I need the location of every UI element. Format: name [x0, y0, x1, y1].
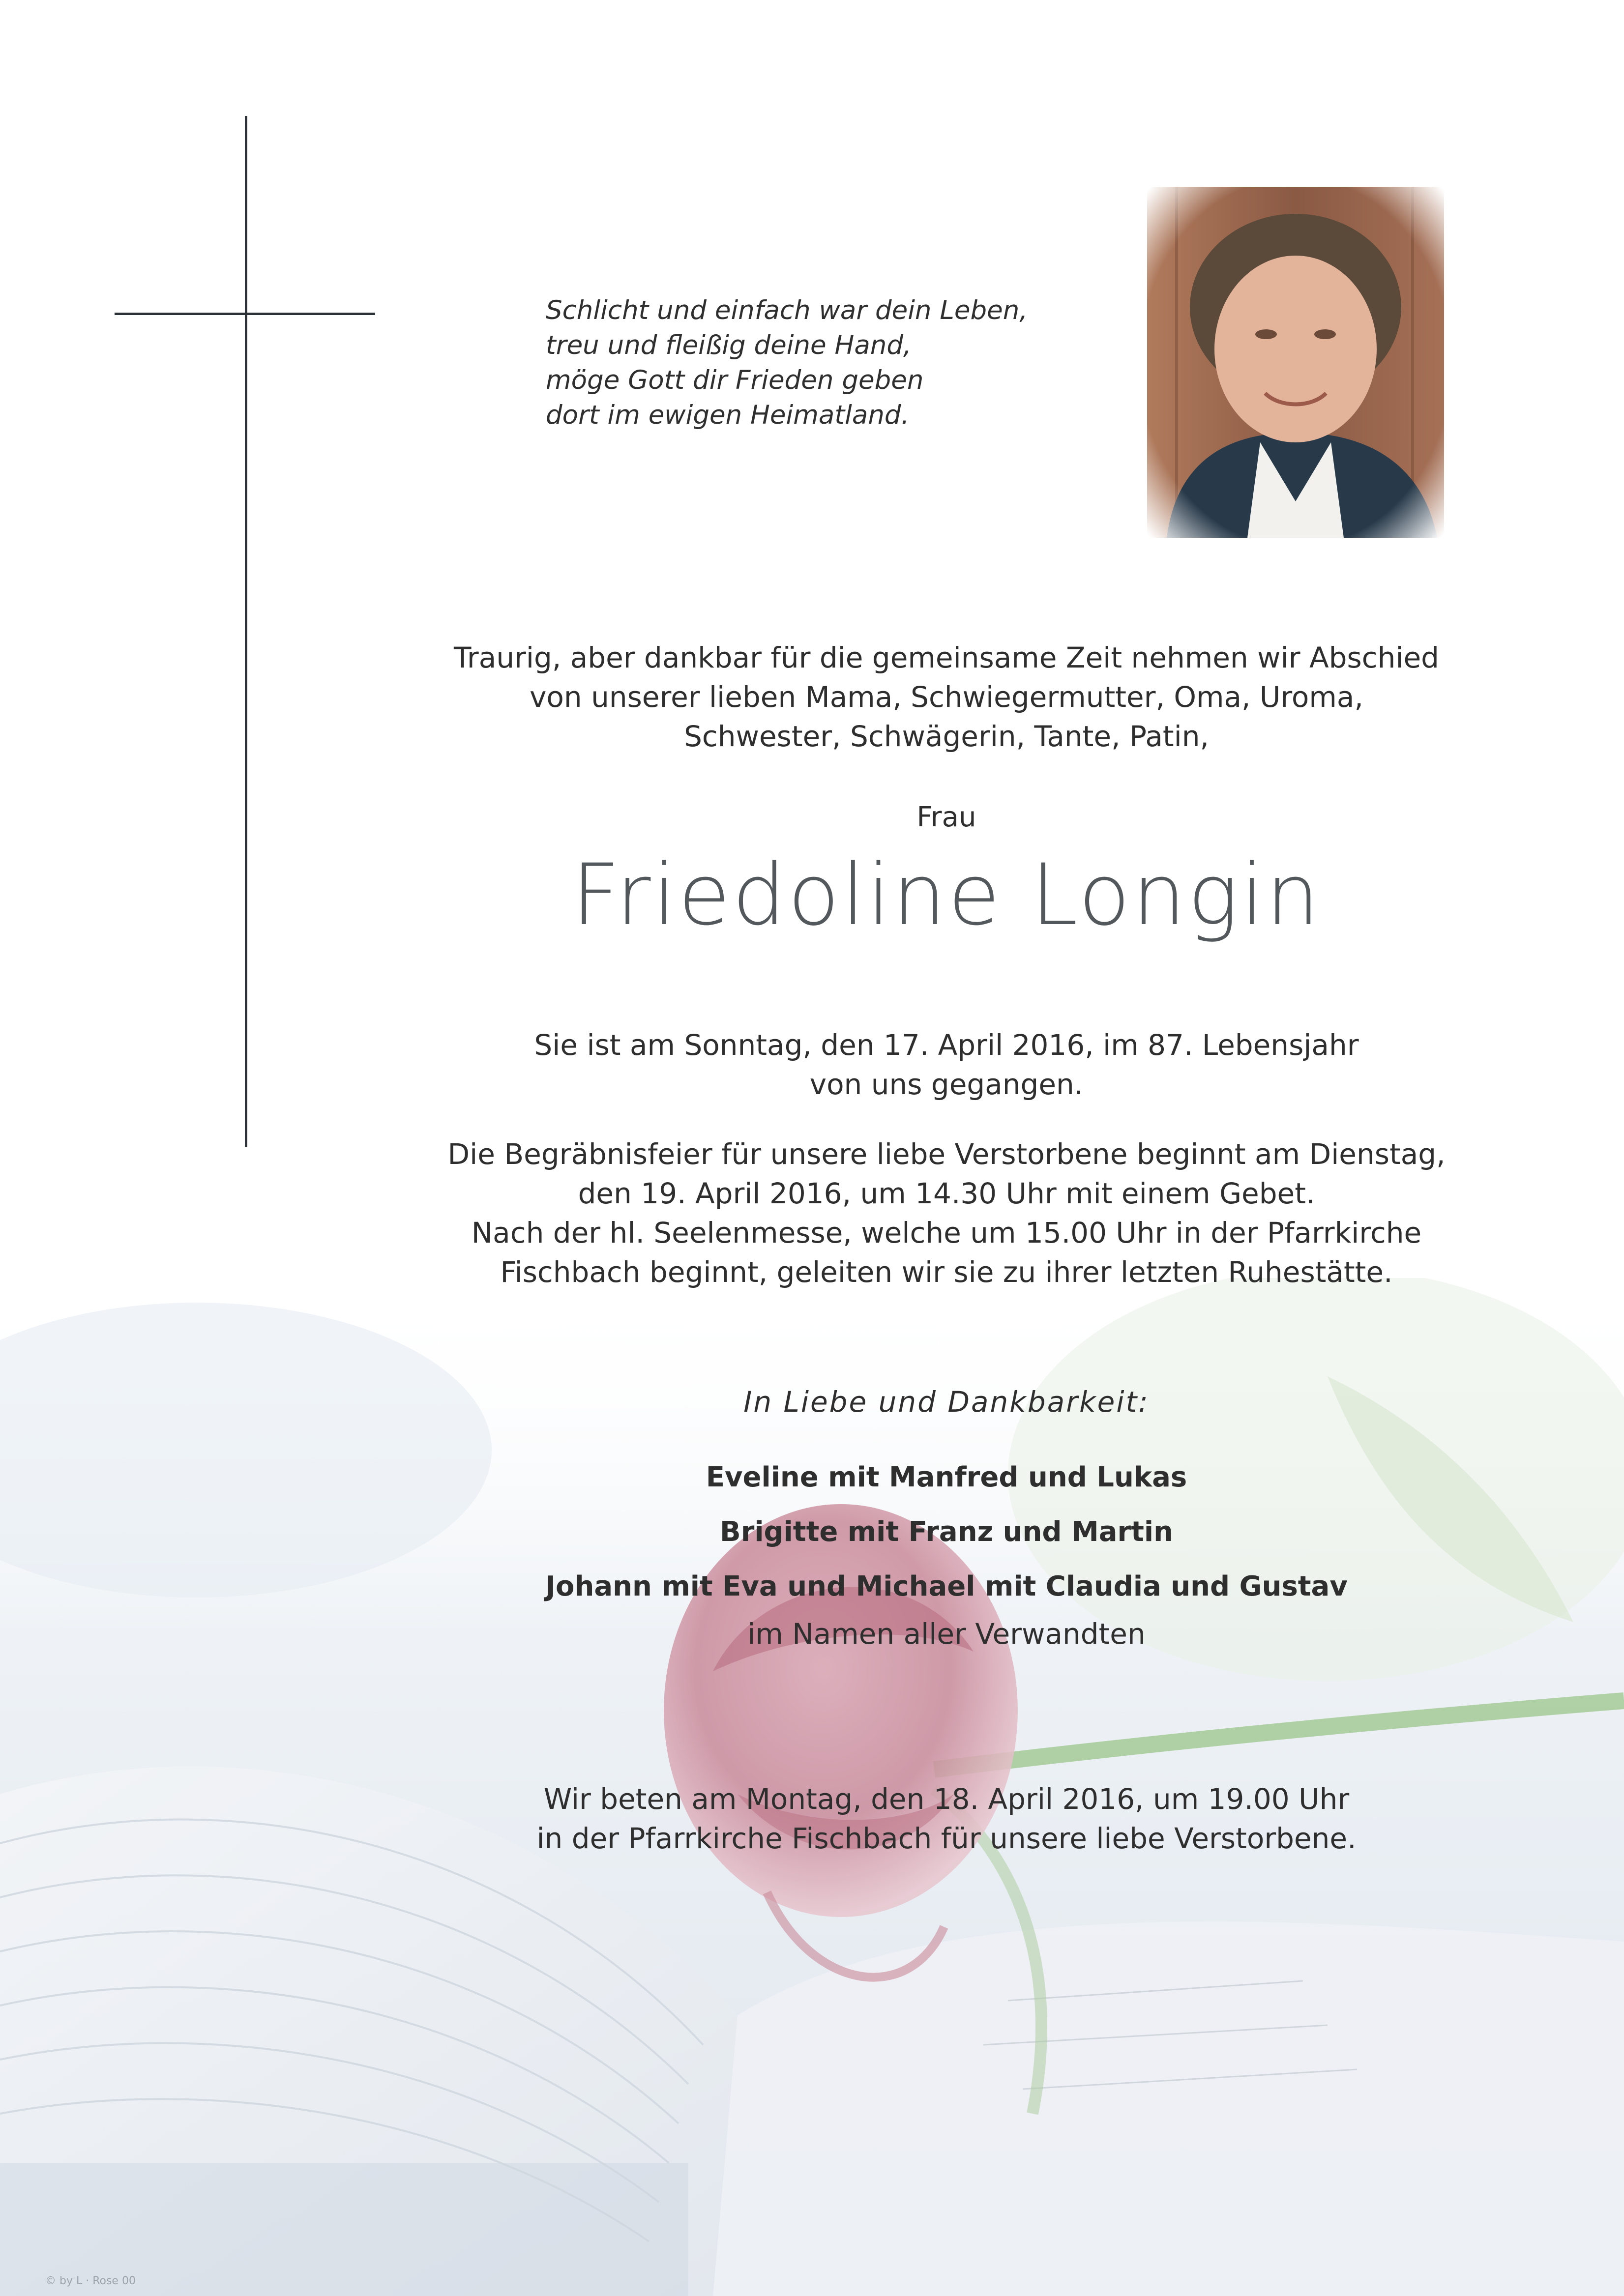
dedication: In Liebe und Dankbarkeit: — [743, 1385, 1150, 1419]
family-entry: Brigitte mit Franz und Martin — [720, 1516, 1173, 1548]
cross-vertical-bar — [245, 116, 247, 1147]
funeral-info — [172, 1134, 1624, 1292]
intro-line: Traurig, aber dankbar für die gemeinsame Zeit nehmen wir Abschied — [454, 641, 1439, 674]
relatives-note: im Namen aller Verwandten — [747, 1617, 1146, 1651]
poem-line: Schlicht und einfach war dein Leben, — [546, 295, 1028, 325]
prayer-notice — [172, 1779, 1624, 1858]
title-word: Frau — [916, 801, 976, 833]
copyright-credit: © by L · Rose 00 — [45, 2275, 136, 2287]
intro-line: Schwester, Schwägerin, Tante, Patin, — [684, 720, 1209, 753]
death-notice — [172, 1025, 1624, 1104]
deceased-name: Friedoline Longin — [571, 845, 1322, 944]
death-line: von uns gegangen. — [809, 1068, 1084, 1101]
funeral-line: Fischbach beginnt, geleiten wir sie zu ihrer letzten Ruhestätte. — [500, 1255, 1393, 1289]
family-list — [172, 1450, 1624, 1614]
prayer-line: Wir beten am Montag, den 18. April 2016, um 19.00 Uhr — [543, 1782, 1350, 1816]
poem-line: dort im ewigen Heimatland. — [546, 400, 910, 430]
prayer-line: in der Pfarrkirche Fischbach für unsere liebe Verstorbene. — [536, 1822, 1357, 1855]
death-line: Sie ist am Sonntag, den 17. April 2016, im 87. Lebensjahr — [534, 1028, 1359, 1062]
family-entry: Eveline mit Manfred und Lukas — [706, 1461, 1187, 1493]
poem-line: treu und fleißig deine Hand, — [546, 330, 912, 360]
poem — [546, 293, 1037, 433]
cross-horizontal-bar — [115, 313, 375, 315]
family-entry: Johann mit Eva und Michael mit Claudia und Gustav — [545, 1570, 1348, 1602]
funeral-line: Nach der hl. Seelenmesse, welche um 15.00 Uhr in der Pfarrkirche — [471, 1216, 1422, 1250]
funeral-line: den 19. April 2016, um 14.30 Uhr mit einem Gebet. — [578, 1177, 1315, 1210]
portrait-photo — [1147, 187, 1444, 538]
poem-line: möge Gott dir Frieden geben — [546, 365, 924, 395]
intro-text — [172, 638, 1624, 756]
intro-line: von unserer lieben Mama, Schwiegermutter, Oma, Uroma, — [530, 680, 1363, 714]
funeral-line: Die Begräbnisfeier für unsere liebe Verstorbene beginnt am Dienstag, — [447, 1137, 1446, 1171]
